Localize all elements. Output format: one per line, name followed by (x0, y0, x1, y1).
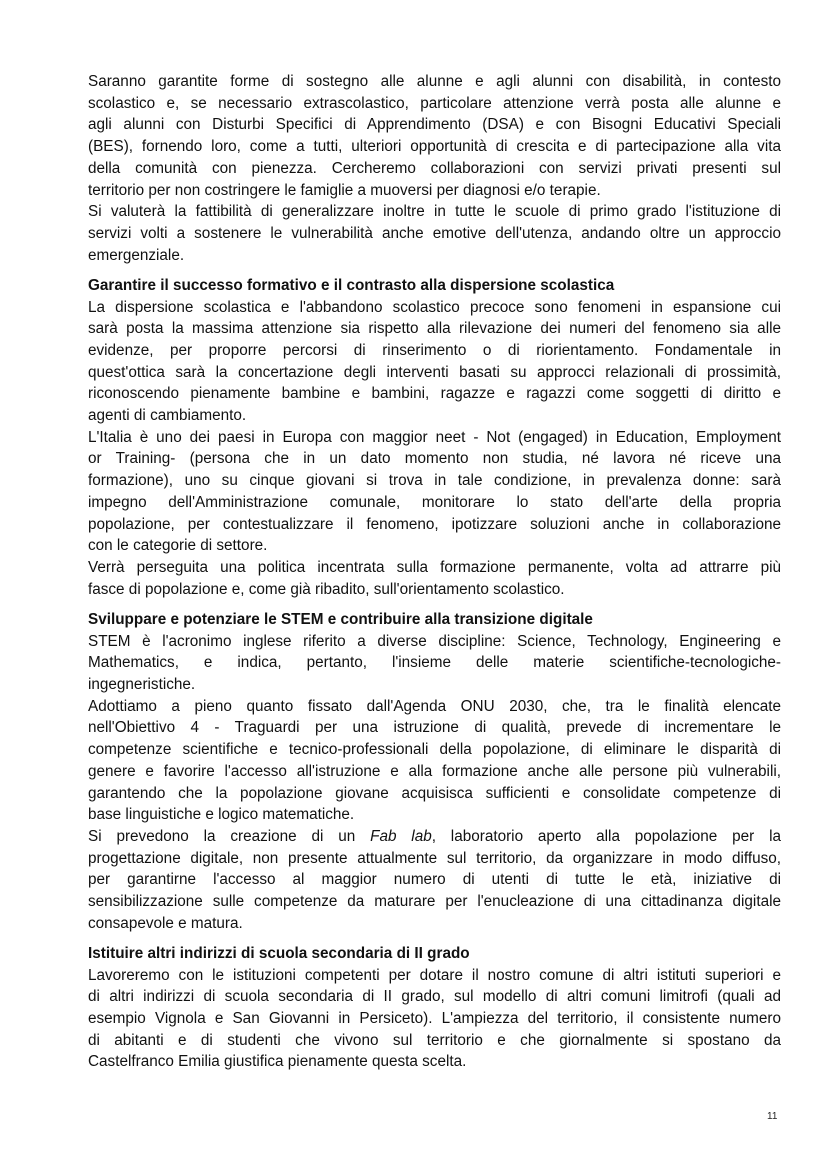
text-line: agenti di cambiamento. (88, 407, 247, 425)
document-section (88, 943, 781, 1073)
text-line: della comunità con pienezza. Cercheremo collaborazioni con servizi privati presenti sul (88, 159, 781, 177)
paragraph (88, 826, 781, 935)
text-line: impegno dell'Amministrazione comunale, monitorare lo stato dell'arte della propria (88, 493, 781, 511)
text-segment: Si prevedono la creazione di un (88, 827, 371, 845)
text-line: popolazione, per contestualizzare il fenomeno, ipotizzare soluzioni anche in collaborazione (88, 515, 781, 533)
text-line: Si valuterà la fattibilità di generalizzare inoltre in tutte le scuole di primo grado l'istituzione di (88, 203, 781, 221)
text-line: genere e favorire l'accesso all'istruzione e alla formazione anche alle persone più vulnerabili, (88, 762, 781, 780)
text-line: sarà posta la massima attenzione sia rispetto alla rilevazione dei numeri del fenomeno sia alle (88, 320, 781, 338)
text-line: base linguistiche e logico matematiche. (88, 806, 355, 824)
text-line: per garantirne l'accesso al maggior numero di utenti di tutte le età, iniziative di (88, 871, 781, 889)
paragraph (88, 297, 781, 427)
text-line: nell'Obiettivo 4 - Traguardi per una istruzione di qualità, prevede di incrementare le (88, 719, 781, 737)
text-line: territorio per non costringere le famiglie a muoversi per diagnosi e/o terapie. (88, 181, 601, 199)
text-segment: , laboratorio aperto alla popolazione per la (431, 827, 781, 845)
paragraph (88, 71, 781, 201)
section-heading: Istituire altri indirizzi di scuola secondaria di II grado (88, 944, 470, 962)
fab-lab-term: Fab lab (370, 827, 432, 845)
text-line: di altri indirizzi di scuola secondaria di II grado, sul modello di altri comuni limitrofi (quali ad (88, 988, 781, 1006)
text-line: Mathematics, e indica, pertanto, l'insieme delle materie scientifiche-tecnologiche- (88, 654, 781, 672)
text-line: scolastico e, se necessario extrascolastico, particolare attenzione verrà posta alle alunne e (88, 94, 781, 112)
text-line: quest'ottica sarà la concertazione degli interventi basati su approcci relazionali di prossimità, (88, 363, 781, 381)
text-line: formazione), uno su cinque giovani si trova in tale condizione, in prevalenza donne: sarà (88, 472, 781, 490)
paragraph (88, 696, 781, 826)
text-line: di abitanti e di studenti che vivono sul territorio e che giornalmente si spostano da (88, 1031, 781, 1049)
paragraph (88, 427, 781, 557)
text-line: or Training- (persona che in un dato momento non studia, né lavora né riceve una (88, 450, 781, 468)
text-line: emergenziale. (88, 246, 185, 264)
text-line: Lavoreremo con le istituzioni competenti per dotare il nostro comune di altri istituti superiori e (88, 966, 781, 984)
text-line (88, 826, 781, 848)
paragraph (88, 631, 781, 696)
text-line: garantendo che la popolazione giovane acquisisca sufficienti e consolidate competenze di (88, 784, 781, 802)
document-section (88, 71, 781, 266)
document-section (88, 609, 781, 935)
document-section (88, 275, 781, 601)
text-line: Castelfranco Emilia giustifica pienamente questa scelta. (88, 1053, 467, 1071)
text-line: La dispersione scolastica e l'abbandono scolastico precoce sono fenomeni in espansione cui (88, 298, 781, 316)
text-line: agli alunni con Disturbi Specifici di Apprendimento (DSA) e con Bisogni Educativi Speciali (88, 116, 781, 134)
paragraph (88, 557, 781, 600)
text-line: ingegneristiche. (88, 675, 196, 693)
text-line: L'Italia è uno dei paesi in Europa con maggior neet - Not (engaged) in Education, Employment (88, 428, 781, 446)
text-line: (BES), fornendo loro, come a tutti, ulteriori opportunità di crescita e di partecipazione alla vita (88, 138, 781, 156)
text-line: STEM è l'acronimo inglese riferito a diverse discipline: Science, Technology, Engineering e (88, 632, 781, 650)
paragraph (88, 965, 781, 1074)
page-number: 11 (767, 1111, 778, 1122)
text-line: Verrà perseguita una politica incentrata sulla formazione permanente, volta ad attrarre più (88, 558, 781, 576)
text-line: esempio Vignola e San Giovanni in Persiceto). L'ampiezza del territorio, il consistente numero (88, 1010, 781, 1028)
section-heading: Garantire il successo formativo e il contrasto alla dispersione scolastica (88, 276, 615, 294)
text-line: Saranno garantite forme di sostegno alle alunne e agli alunni con disabilità, in contesto (88, 73, 781, 90)
text-line: servizi volti a sostenere le vulnerabilità anche emotive dell'utenza, andando oltre un approccio (88, 224, 781, 242)
text-line: sensibilizzazione sulle competenze da maturare per l'enucleazione di una cittadinanza digitale (88, 893, 781, 911)
paragraph (88, 201, 781, 266)
text-line: competenze scientifiche e tecnico-professionali della popolazione, di eliminare le disparità di (88, 741, 781, 759)
text-line: Adottiamo a pieno quanto fissato dall'Agenda ONU 2030, che, tra le finalità elencate (88, 697, 781, 715)
text-line: consapevole e matura. (88, 914, 243, 932)
text-line: riconoscendo pienamente bambine e bambini, ragazze e ragazzi come soggetti di diritto e (88, 385, 781, 403)
text-line: progettazione digitale, non presente attualmente sul territorio, da organizzare in modo diffuso, (88, 849, 781, 867)
text-line: evidenze, per proporre percorsi di rinserimento o di riorientamento. Fondamentale in (88, 341, 781, 359)
document-page (88, 71, 781, 1073)
text-line: con le categorie di settore. (88, 537, 268, 555)
section-heading: Sviluppare e potenziare le STEM e contribuire alla transizione digitale (88, 610, 593, 628)
text-line: fasce di popolazione e, come già ribadito, sull'orientamento scolastico. (88, 580, 565, 598)
